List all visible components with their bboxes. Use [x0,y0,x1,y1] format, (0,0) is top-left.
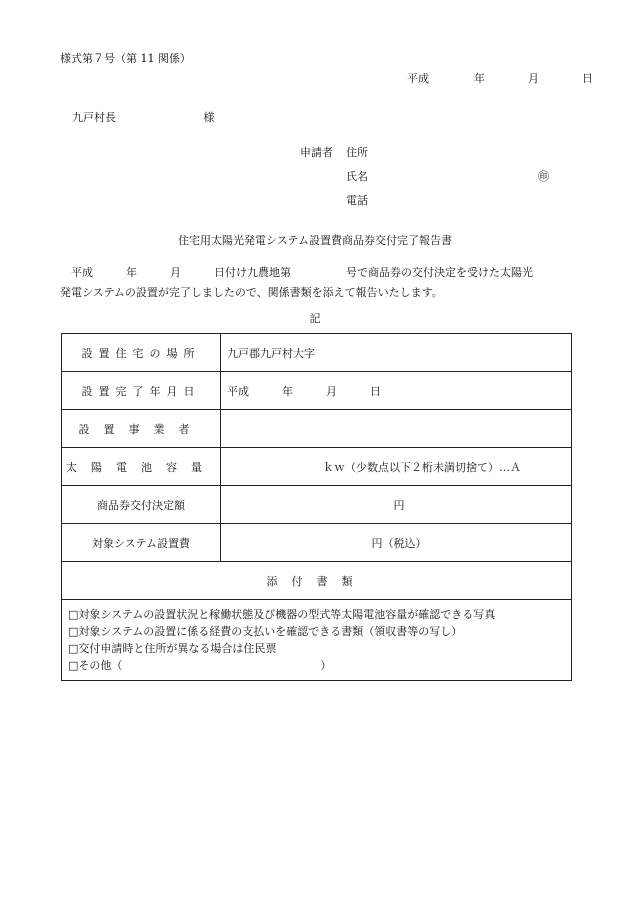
body-line-2: 発電システムの設置が完了しましたので、関係書類を添えて報告いたします。 [60,286,443,299]
attachments-list [62,600,572,681]
row-label-system-cost: 対象システム設置費 [62,524,221,562]
table-row [62,334,572,372]
addressee-name: 九戸村長 [72,111,116,124]
row-label-completion-date: 設置完了年月日 [62,372,221,410]
form-number: 様式第７号（第 11 関係） [60,52,191,65]
applicant-role-label: 申請者 [300,146,333,159]
table-row [62,524,572,562]
attachment-item: □対象システムの設置に係る経費の支払いを確認できる書類（領収書等の写し） [68,625,463,638]
date-era: 平成 [407,72,429,85]
table-row [62,410,572,448]
date-line [407,70,593,86]
row-label-voucher-amount: 商品券交付決定額 [62,486,221,524]
phone-label: 電話 [346,194,368,207]
row-value-contractor [221,410,572,448]
attachment-item: □交付申請時と住所が異なる場合は住民票 [68,642,277,655]
attachments-heading: 添付書類 [62,562,572,600]
attachment-item: □その他（ ） [68,659,332,672]
report-table [61,333,572,681]
date-month: 月 [528,72,539,85]
body-line-1: 平成 年 月 日付け九農地第 号で商品券の交付決定を受けた太陽光 [71,266,533,279]
attachments-heading-row [62,562,572,600]
row-label-location: 設置住宅の場所 [62,334,221,372]
row-value-location: 九戸郡九戸村大字 [221,334,572,372]
table-row [62,486,572,524]
applicant-address-line [300,144,368,160]
table-row [62,372,572,410]
addressee [72,109,215,125]
row-label-capacity: 太陽電池容量 [62,448,221,486]
row-value-system-cost: 円（税込） [221,524,572,562]
document-title: 住宅用太陽光発電システム設置費商品券交付完了報告書 [178,234,452,247]
name-label: 氏名 [346,170,368,183]
seal-mark: ㊞ [538,170,549,183]
date-year: 年 [474,72,485,85]
row-value-capacity: ｋｗ（少数点以下２桁未満切捨て）…Ａ [221,448,572,486]
table-row [62,448,572,486]
row-label-contractor: 設置事業者 [62,410,221,448]
row-value-voucher-amount: 円 [221,486,572,524]
addressee-honorific: 様 [203,111,215,124]
attachment-item: □対象システムの設置状況と稼働状態及び機器の型式等太陽電池容量が確認できる写真 [68,608,496,621]
row-value-completion-date: 平成 年 月 日 [221,372,572,410]
date-day: 日 [582,72,593,85]
ki-heading: 記 [309,312,321,325]
attachments-list-row [62,600,572,681]
body-text [60,263,575,303]
address-label: 住所 [346,146,368,159]
